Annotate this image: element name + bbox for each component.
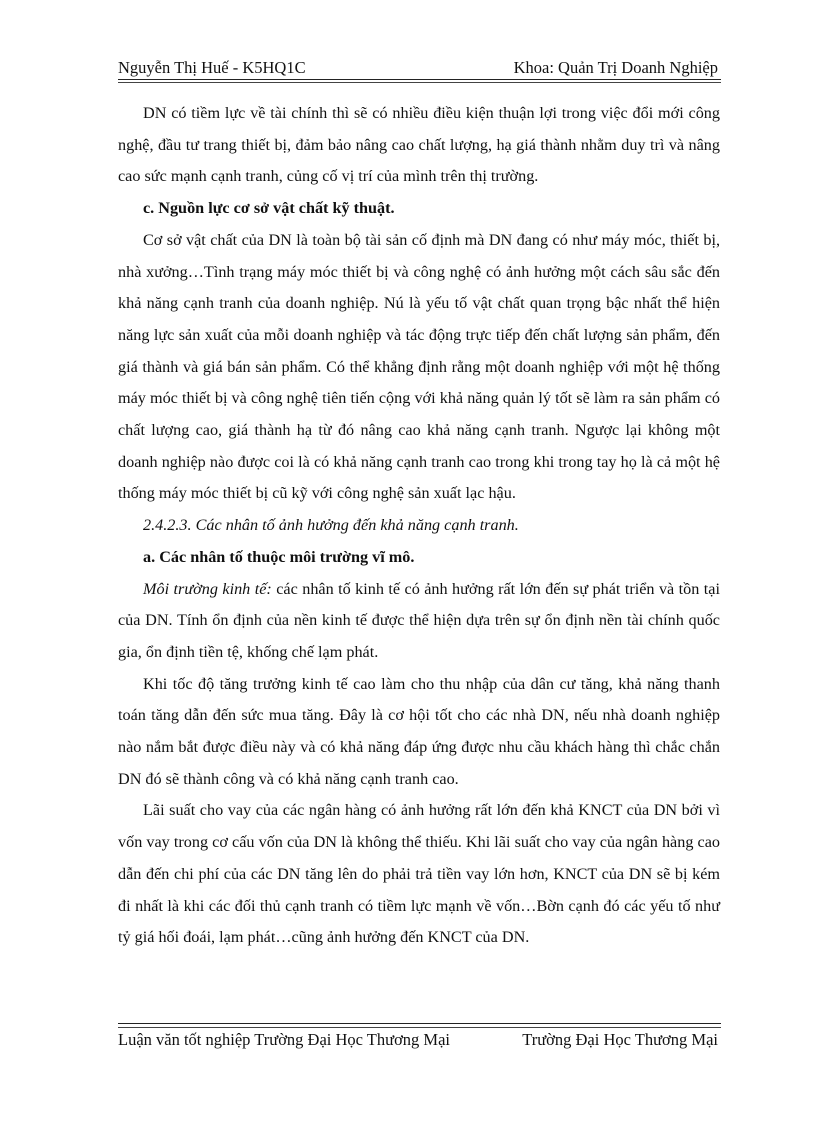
footer-thesis: Luận văn tốt nghiệp Trường Đại Học Thương Mại: [118, 1030, 451, 1049]
header-divider: [118, 79, 721, 80]
page-header: [118, 50, 718, 78]
paragraph-growth: Khi tốc độ tăng trưởng kinh tế cao làm cho thu nhập của dân cư tăng, khả năng thanh toán tăng dẫn đến sức mua tăng. Đây là cơ hội tốt cho các nhà DN, nếu nhà doanh nghiệp nào nắm bắt được điều này và có khả năng đáp ứng được nhu cầu khách hàng thì chắc chắn DN đó sẽ thành công và có khả năng cạnh tranh cao.: [118, 674, 720, 788]
economy-lead: Môi trường kinh tế:: [143, 579, 272, 598]
heading-c: c. Nguồn lực cơ sở vật chất kỹ thuật.: [143, 199, 395, 218]
footer-university: Trường Đại Học Thương Mại: [522, 1030, 718, 1049]
header-faculty: Khoa: Quản Trị Doanh Nghiệp: [513, 58, 718, 77]
page-footer: [118, 1030, 718, 1050]
heading-a: a. Các nhân tố thuộc môi trường vĩ mô.: [143, 547, 415, 566]
page-body: [118, 98, 720, 954]
subsection-title: 2.4.2.3. Các nhân tố ảnh hưởng đến khả năng cạnh tranh.: [143, 516, 519, 535]
paragraph-interest: Lãi suất cho vay của các ngân hàng có ảnh hưởng rất lớn đến khả KNCT của DN bởi vì vốn vay trong cơ cấu vốn của DN là không thể thiếu. Khi lãi suất cho vay của ngân hàng cao dẫn đến chi phí của các DN tăng lên do phải trả tiền vay lớn hơn, KNCT của DN sẽ bị kém đi nhất là khi các đối thủ cạnh tranh có tiềm lực mạnh về vốn…Bờn cạnh đó các yếu tố như tỷ giá hối đoái, lạm phát…cũng ảnh hưởng đến KNCT của DN.: [118, 801, 720, 947]
paragraph-economy: [118, 574, 720, 669]
footer-divider: [118, 1023, 721, 1024]
header-divider-thin: [118, 82, 721, 83]
economy-text: các nhân tố kinh tế có ảnh hưởng rất lớn đến sự phát triển và tồn tại của DN. Tính ổn định của nền kinh tế được thể hiện dựa trên sự ổn định nền tài chính quốc gia, ổn định tiền tệ, khống chế lạm phát.: [118, 579, 720, 661]
paragraph-facilities: Cơ sở vật chất của DN là toàn bộ tài sản cố định mà DN đang có như máy móc, thiết bị, nhà xưởng…Tình trạng máy móc thiết bị và công nghệ có ảnh hưởng một cách sâu sắc đến khả năng cạnh tranh của doanh nghiệp. Nú là yếu tố vật chất quan trọng bậc nhất thể hiện năng lực sản xuất của mỗi doanh nghiệp và tác động trực tiếp đến chất lượng sản phẩm, đến giá thành và giá bán sản phẩm. Có thể khẳng định rằng một doanh nghiệp với một hệ thống máy móc thiết bị và công nghệ tiên tiến cộng với khả năng quản lý tốt sẽ làm ra sản phẩm có chất lượng cao, giá thành hạ từ đó nâng cao khả năng cạnh tranh. Ngược lại không một doanh nghiệp nào được coi là có khả năng cạnh tranh cao trong khi trong tay họ là cả một hệ thống máy móc thiết bị cũ kỹ với công nghệ sản xuất lạc hậu.: [118, 230, 720, 503]
paragraph-financial: DN có tiềm lực về tài chính thì sẽ có nhiều điều kiện thuận lợi trong việc đổi mới công nghệ, đầu tư trang thiết bị, đảm bảo nâng cao chất lượng, hạ giá thành nhằm duy trì và nâng cao sức mạnh cạnh tranh, củng cố vị trí của mình trên thị trường.: [118, 104, 720, 186]
header-author: Nguyễn Thị Huế - K5HQ1C: [118, 58, 306, 77]
footer-divider-thin: [118, 1027, 721, 1028]
